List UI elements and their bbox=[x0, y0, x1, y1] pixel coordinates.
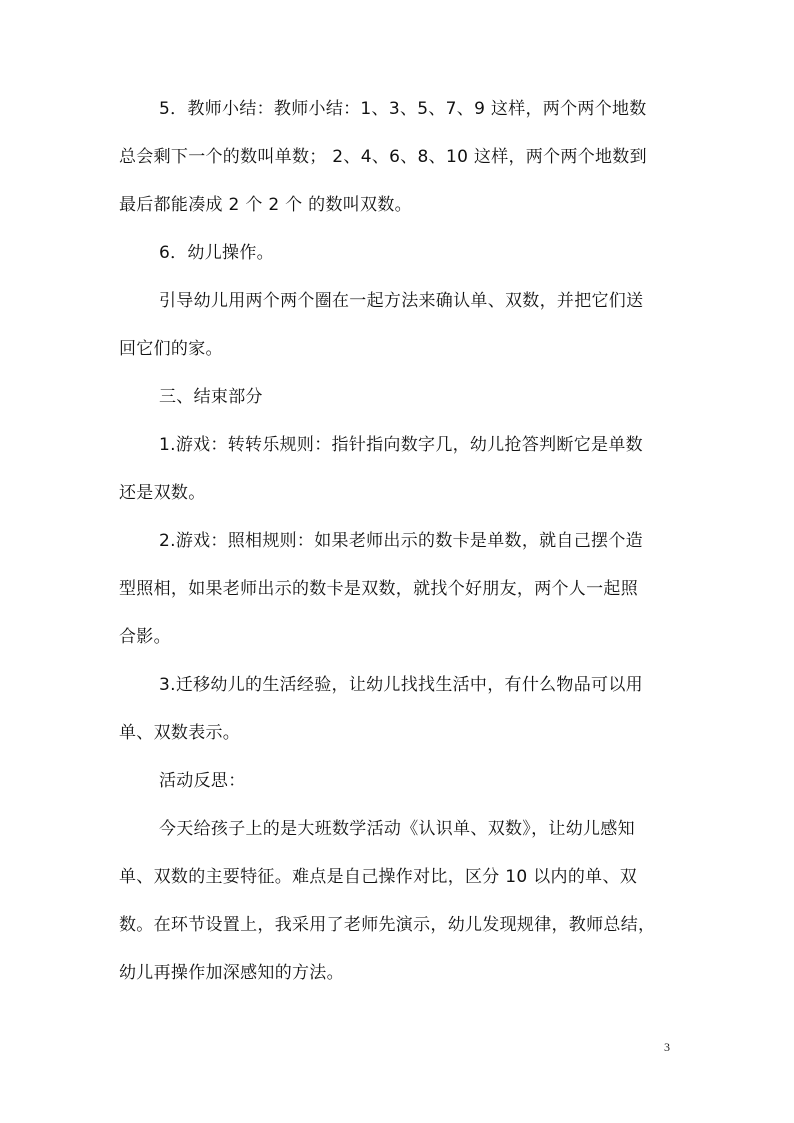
text-line: 6．幼儿操作。 bbox=[159, 243, 274, 263]
text-line: 总会剩下一个的数叫单数； 2、4、6、8、10 这样，两个两个地数到 bbox=[119, 147, 647, 167]
paragraph-transfer-experience bbox=[119, 661, 675, 757]
paragraph-teacher-summary bbox=[119, 85, 675, 229]
paragraph-reflection-body bbox=[119, 805, 675, 997]
text-line: 1.游戏：转转乐规则：指针指向数字几，幼儿抢答判断它是单数 bbox=[159, 435, 643, 455]
text-line: 今天给孩子上的是大班数学活动《认识单、双数》，让幼儿感知 bbox=[159, 819, 635, 839]
text-line: 活动反思： bbox=[159, 771, 246, 791]
paragraph-game-photo bbox=[119, 517, 675, 661]
text-line: 最后都能凑成 2 个 2 个 的数叫双数。 bbox=[119, 195, 412, 215]
text-line: 型照相，如果老师出示的数卡是双数，就找个好朋友，两个人一起照 bbox=[119, 579, 638, 599]
text-line: 数。在环节设置上，我采用了老师先演示，幼儿发现规律，教师总结， bbox=[119, 915, 656, 935]
text-line: 幼儿再操作加深感知的方法。 bbox=[119, 963, 344, 983]
paragraph-child-operation-heading bbox=[119, 229, 675, 277]
page-number: 3 bbox=[664, 1040, 670, 1054]
section-heading-reflection bbox=[119, 757, 675, 805]
text-line: 回它们的家。 bbox=[119, 339, 223, 359]
text-line: 合影。 bbox=[119, 627, 171, 647]
text-line: 引导幼儿用两个两个圈在一起方法来确认单、双数，并把它们送 bbox=[159, 291, 644, 311]
text-line: 单、双数的主要特征。难点是自己操作对比，区分 10 以内的单、双 bbox=[119, 867, 638, 887]
text-line: 2.游戏：照相规则：如果老师出示的数卡是单数，就自己摆个造 bbox=[159, 531, 643, 551]
text-line: 3.迁移幼儿的生活经验，让幼儿找找生活中，有什么物品可以用 bbox=[159, 675, 643, 695]
section-heading-ending bbox=[119, 373, 675, 421]
text-line: 还是双数。 bbox=[119, 483, 206, 503]
text-line: 单、双数表示。 bbox=[119, 723, 241, 743]
paragraph-game-spin bbox=[119, 421, 675, 517]
paragraph-guide-children bbox=[119, 277, 675, 373]
text-line: 三、结束部分 bbox=[159, 387, 263, 407]
text-line: 5．教师小结：教师小结：1、3、5、7、9 这样，两个两个地数 bbox=[159, 99, 647, 119]
